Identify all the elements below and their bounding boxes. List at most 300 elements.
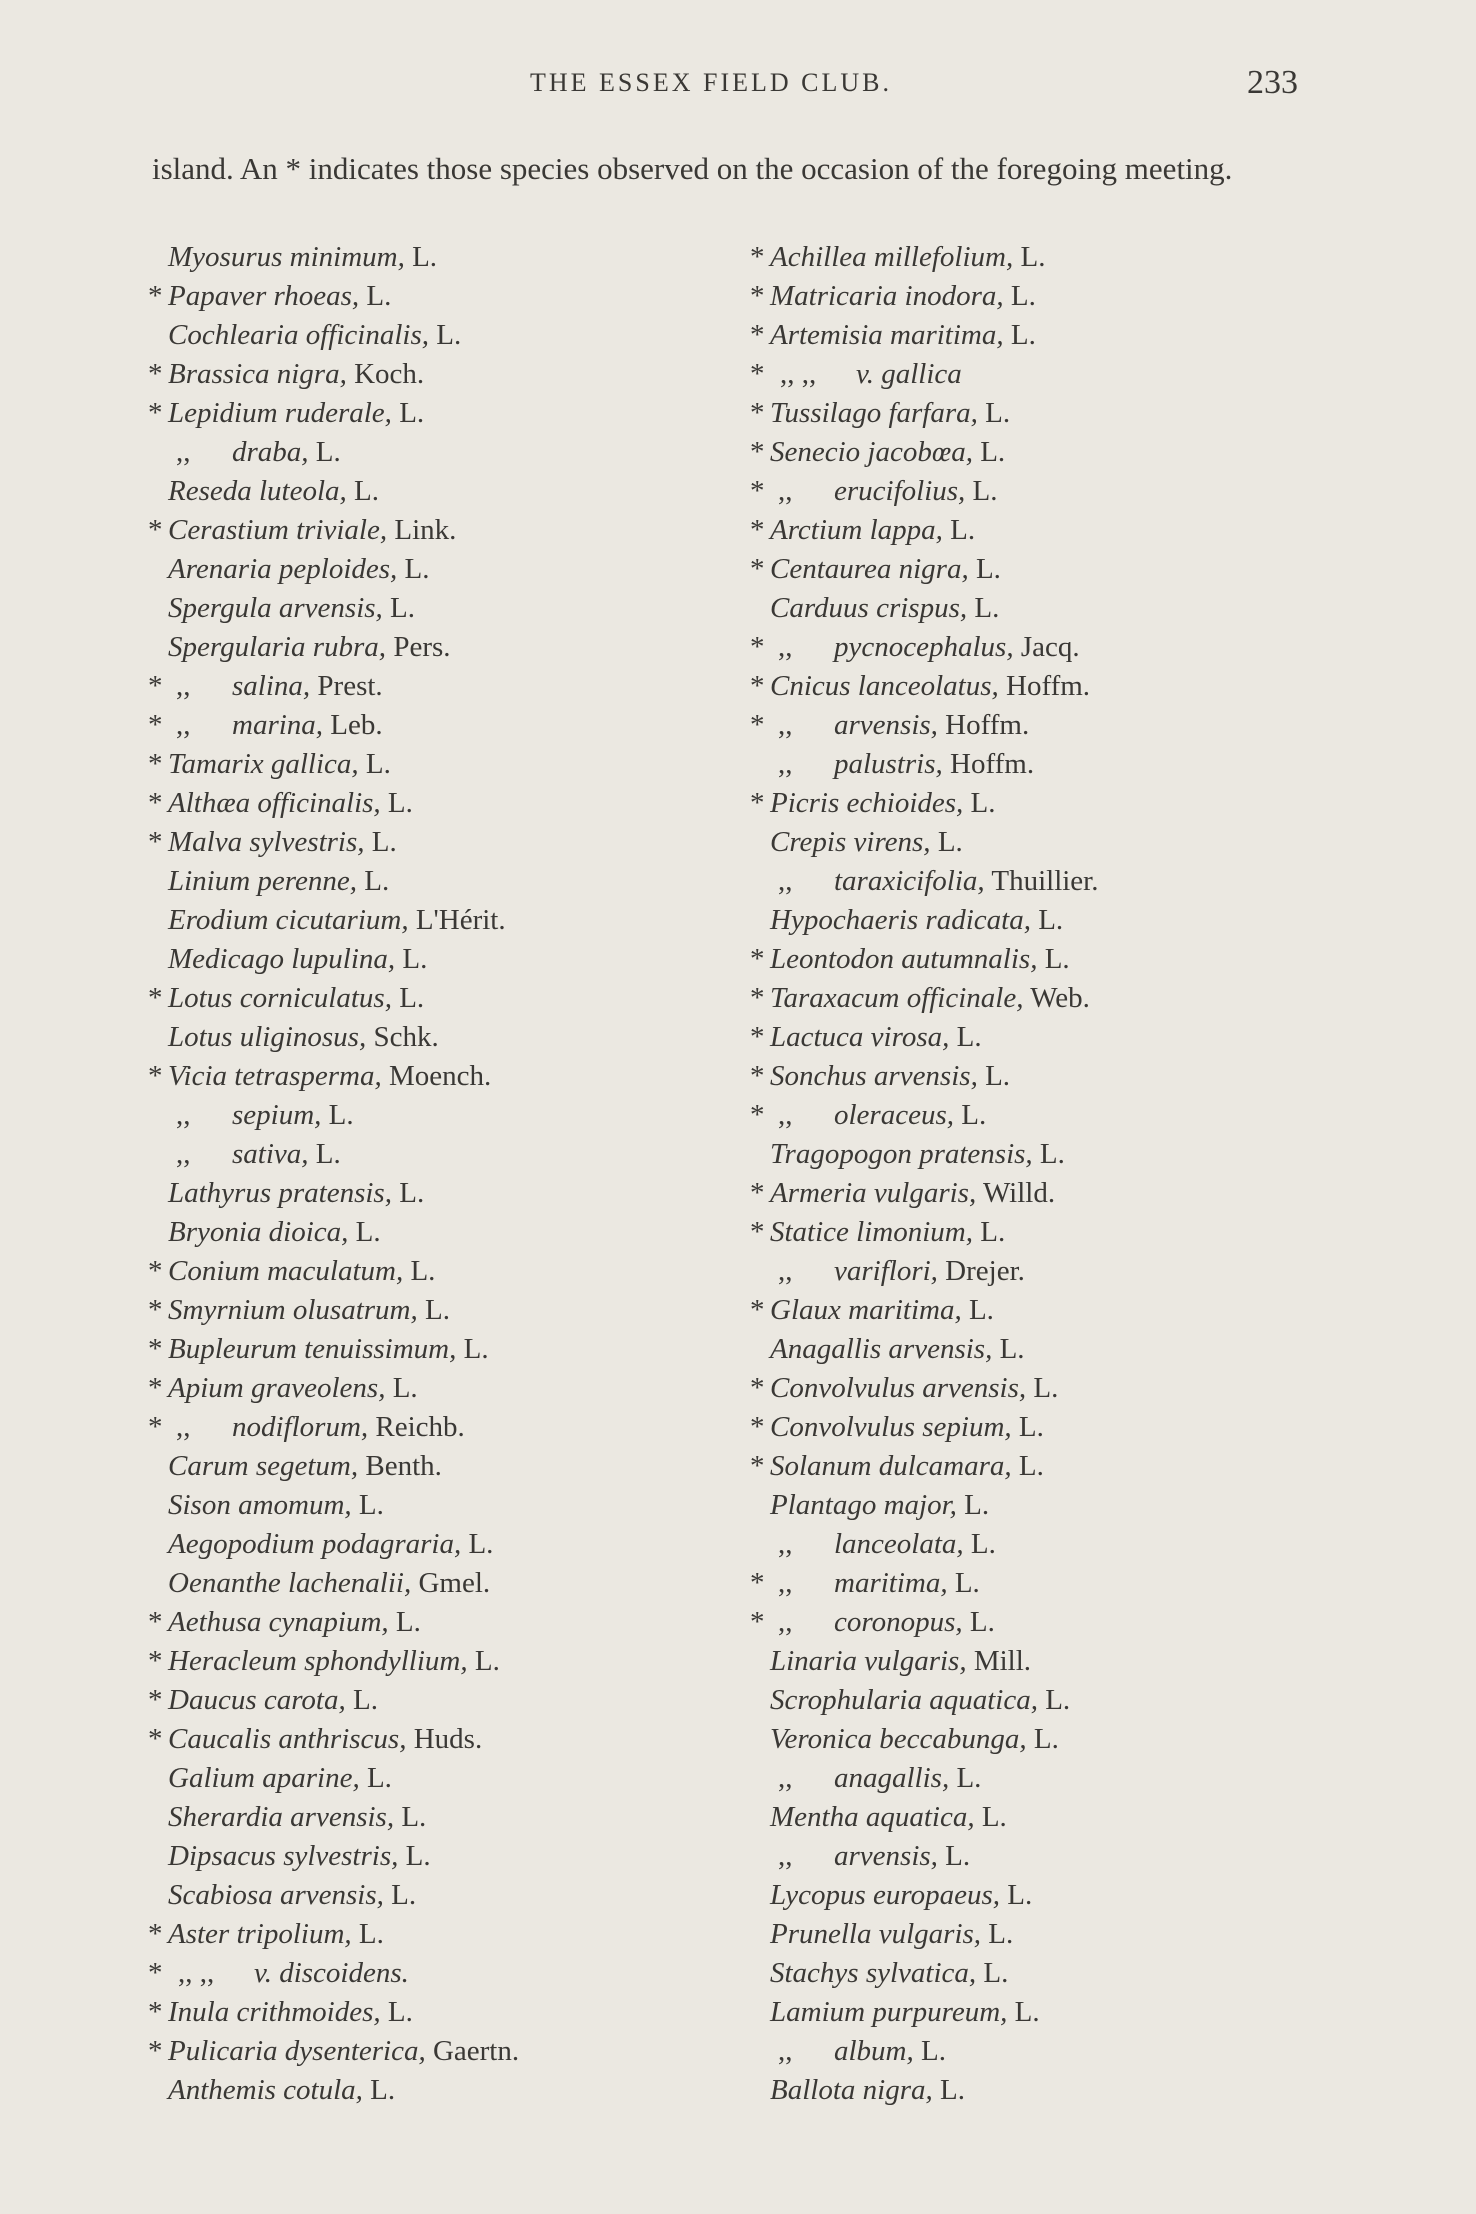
species-entry [750, 901, 1310, 940]
species-name: v. discoidens. [254, 1957, 409, 1989]
species-entry [750, 316, 1310, 355]
species-entry [148, 1447, 728, 1486]
ditto-mark: ,, [778, 1840, 793, 1872]
species-name: Plantago major, [770, 1489, 957, 1521]
species-name: Reseda luteola, [168, 475, 347, 507]
species-entry [148, 238, 728, 277]
species-entry [750, 706, 1310, 745]
species-name: nodiflorum, [232, 1411, 369, 1443]
species-name: Daucus carota, [168, 1684, 346, 1716]
species-entry [148, 901, 728, 940]
species-list-right [750, 238, 1310, 2110]
observed-marker: * [750, 241, 765, 273]
species-authority: L'Hérit. [415, 904, 506, 936]
species-name: Scrophularia aquatica, [770, 1684, 1038, 1716]
observed-marker: * [148, 826, 163, 858]
species-authority: L. [354, 475, 380, 507]
observed-marker: * [148, 787, 163, 819]
observed-marker: * [750, 280, 765, 312]
species-name: Solanum dulcamara, [770, 1450, 1012, 1482]
species-name: Caucalis anthriscus, [168, 1723, 407, 1755]
species-entry [148, 1369, 728, 1408]
species-authority: L. [366, 1762, 392, 1794]
species-entry [750, 1486, 1310, 1525]
species-name: marina, [232, 709, 324, 741]
species-name: Glaux maritima, [770, 1294, 962, 1326]
species-name: Carduus crispus, [770, 592, 968, 624]
species-authority: L. [964, 1489, 990, 1521]
observed-marker: * [148, 1996, 163, 2028]
species-name: Heracleum sphondyllium, [168, 1645, 468, 1677]
species-entry [148, 2071, 728, 2110]
observed-marker: * [750, 1216, 765, 1248]
species-name: Ballota nigra, [770, 2074, 933, 2106]
species-name: Lotus corniculatus, [168, 982, 392, 1014]
observed-marker: * [148, 670, 163, 702]
species-entry [148, 1603, 728, 1642]
observed-marker: * [148, 748, 163, 780]
species-name: Aegopodium podagraria, [168, 1528, 462, 1560]
ditto-mark: ,, [778, 475, 793, 507]
species-entry [148, 1252, 728, 1291]
observed-marker: * [750, 1450, 765, 1482]
species-entry [148, 1798, 728, 1837]
species-authority: Prest. [317, 670, 383, 702]
species-authority: Web. [1030, 982, 1090, 1014]
species-entry [750, 1720, 1310, 1759]
species-entry [148, 1291, 728, 1330]
species-entry [750, 2071, 1310, 2110]
species-name: Brassica nigra, [168, 358, 347, 390]
species-name: Picris echioides, [770, 787, 964, 819]
observed-marker: * [148, 1294, 163, 1326]
species-name: Apium graveolens, [168, 1372, 386, 1404]
species-name: Leontodon autumnalis, [770, 943, 1038, 975]
species-entry [750, 511, 1310, 550]
species-authority: L. [365, 748, 391, 780]
observed-marker: * [750, 1021, 765, 1053]
species-authority: L. [974, 592, 1000, 624]
species-entry [148, 589, 728, 628]
species-name: Anagallis arvensis, [770, 1333, 993, 1365]
species-entry [750, 1954, 1310, 1993]
species-authority: L. [1007, 1879, 1033, 1911]
observed-marker: * [148, 1060, 163, 1092]
ditto-mark: ,, [176, 1138, 191, 1170]
species-authority: L. [961, 1099, 987, 1131]
species-name: Aethusa cynapium, [168, 1606, 389, 1638]
species-authority: Huds. [413, 1723, 483, 1755]
species-entry [750, 589, 1310, 628]
species-name: taraxicifolia, [834, 865, 985, 897]
species-authority: L. [1033, 1372, 1059, 1404]
species-entry [750, 745, 1310, 784]
species-authority: L. [956, 1021, 982, 1053]
ditto-mark: ,, [778, 1099, 793, 1131]
ditto-mark: ,, [778, 1606, 793, 1638]
species-name: Scabiosa arvensis, [168, 1879, 384, 1911]
species-entry [148, 1915, 728, 1954]
species-name: Medicago lupulina, [168, 943, 396, 975]
species-authority: Mill. [973, 1645, 1032, 1677]
page-number: 233 [1247, 64, 1298, 101]
species-authority: L. [975, 553, 1001, 585]
observed-marker: * [750, 1411, 765, 1443]
species-name: Linaria vulgaris, [770, 1645, 967, 1677]
species-name: Dipsacus sylvestris, [168, 1840, 399, 1872]
observed-marker: * [148, 397, 163, 429]
species-name: Cnicus lanceolatus, [770, 670, 999, 702]
species-entry [750, 1057, 1310, 1096]
species-authority: L. [981, 1801, 1007, 1833]
observed-marker: * [750, 787, 765, 819]
species-name: Bryonia dioica, [168, 1216, 349, 1248]
species-authority: L. [402, 943, 428, 975]
species-name: Inula crithmoides, [168, 1996, 381, 2028]
species-entry [750, 2032, 1310, 2071]
species-entry [750, 1174, 1310, 1213]
species-entry [148, 1993, 728, 2032]
species-authority: L. [315, 436, 341, 468]
species-name: Spergularia rubra, [168, 631, 387, 663]
species-name: Artemisia maritima, [770, 319, 1004, 351]
species-entry [148, 1525, 728, 1564]
species-name: Papaver rhoeas, [168, 280, 360, 312]
observed-marker: * [750, 982, 765, 1014]
species-entry [750, 1915, 1310, 1954]
species-authority: L. [474, 1645, 500, 1677]
species-entry [750, 940, 1310, 979]
observed-marker: * [750, 1372, 765, 1404]
species-authority: L. [939, 2074, 965, 2106]
species-entry [148, 1213, 728, 1252]
species-authority: L. [366, 280, 392, 312]
species-authority: L. [358, 1918, 384, 1950]
species-authority: Reichb. [375, 1411, 465, 1443]
observed-marker: * [148, 2035, 163, 2067]
observed-marker: * [750, 397, 765, 429]
species-name: Tussilago farfara, [770, 397, 978, 429]
species-name: Oenanthe lachenalii, [168, 1567, 412, 1599]
species-name: Althæa officinalis, [168, 787, 381, 819]
species-authority: L. [387, 1996, 413, 2028]
species-authority: Willd. [982, 1177, 1056, 1209]
species-entry [750, 394, 1310, 433]
species-entry [750, 1876, 1310, 1915]
species-name: Stachys sylvatica, [770, 1957, 977, 1989]
species-name: sativa, [232, 1138, 309, 1170]
species-authority: L. [1018, 1450, 1044, 1482]
species-authority: L. [399, 397, 425, 429]
observed-marker: * [750, 1294, 765, 1326]
observed-marker: * [750, 358, 765, 390]
observed-marker: * [148, 709, 163, 741]
species-entry [148, 472, 728, 511]
ditto-mark: ,, [778, 709, 793, 741]
ditto-mark: ,, [778, 1255, 793, 1287]
observed-marker: * [750, 1177, 765, 1209]
species-authority: L. [969, 1606, 995, 1638]
species-name: Galium aparine, [168, 1762, 360, 1794]
species-entry [148, 1681, 728, 1720]
species-entry [750, 1018, 1310, 1057]
species-name: album, [834, 2035, 914, 2067]
species-authority: Gaertn. [432, 2035, 520, 2067]
species-name: Spergula arvensis, [168, 592, 383, 624]
ditto-mark: ,, [778, 1567, 793, 1599]
ditto-mark: ,, [176, 1411, 191, 1443]
observed-marker: * [750, 475, 765, 507]
species-name: Anthemis cotula, [168, 2074, 363, 2106]
species-authority: Pers. [393, 631, 451, 663]
species-authority: L. [954, 1567, 980, 1599]
species-authority: L. [980, 436, 1006, 468]
ditto-mark: ,, [778, 2035, 793, 2067]
species-name: salina, [232, 670, 311, 702]
species-authority: L. [405, 1840, 431, 1872]
species-authority: L. [1020, 241, 1046, 273]
species-authority: Schk. [373, 1021, 439, 1053]
species-entry [750, 1993, 1310, 2032]
species-authority: Thuillier. [991, 865, 1099, 897]
observed-marker: * [750, 319, 765, 351]
species-name: Lycopus europaeus, [770, 1879, 1001, 1911]
species-authority: L. [1039, 1138, 1065, 1170]
species-name: Sonchus arvensis, [770, 1060, 978, 1092]
species-name: Crepis virens, [770, 826, 931, 858]
species-name: Arenaria peploides, [168, 553, 398, 585]
species-entry [148, 355, 728, 394]
species-name: Achillea millefolium, [770, 241, 1014, 273]
observed-marker: * [148, 514, 163, 546]
species-authority: L. [970, 1528, 996, 1560]
intro-paragraph: island. An * indicates those species observed on the occasion of the foregoing meeting. [152, 151, 1233, 186]
species-authority: Drejer. [945, 1255, 1025, 1287]
species-name: Conium maculatum, [168, 1255, 404, 1287]
observed-marker: * [148, 1957, 163, 1989]
species-authority: L. [983, 1957, 1009, 1989]
species-name: Malva sylvestris, [168, 826, 365, 858]
species-entry [148, 1759, 728, 1798]
species-entry [148, 1174, 728, 1213]
species-name: Centaurea nigra, [770, 553, 969, 585]
species-authority: L. [392, 1372, 418, 1404]
species-authority: L. [1018, 1411, 1044, 1443]
observed-marker: * [750, 1606, 765, 1638]
observed-marker: * [750, 631, 765, 663]
running-head-title: THE ESSEX FIELD CLUB. [530, 68, 892, 97]
species-authority: L. [1038, 904, 1064, 936]
species-name: Lotus uliginosus, [168, 1021, 367, 1053]
observed-marker: * [750, 436, 765, 468]
species-name: Taraxacum officinale, [770, 982, 1024, 1014]
species-authority: L. [945, 1840, 971, 1872]
species-entry [148, 1057, 728, 1096]
species-entry [750, 784, 1310, 823]
species-authority: L. [956, 1762, 982, 1794]
species-entry [750, 667, 1310, 706]
species-entry [750, 1096, 1310, 1135]
species-authority: L. [364, 865, 390, 897]
species-authority: L. [424, 1294, 450, 1326]
species-authority: Link. [394, 514, 457, 546]
observed-marker: * [750, 514, 765, 546]
species-entry [750, 1525, 1310, 1564]
species-authority: L. [950, 514, 976, 546]
ditto-mark: ,, [778, 1528, 793, 1560]
species-authority: L. [387, 787, 413, 819]
species-name: Lamium purpureum, [770, 1996, 1008, 2028]
species-entry [750, 628, 1310, 667]
observed-marker: * [750, 1099, 765, 1131]
species-authority: L. [358, 1489, 384, 1521]
species-authority: L. [404, 553, 430, 585]
species-entry [148, 1876, 728, 1915]
species-authority: L. [968, 1294, 994, 1326]
species-authority: L. [370, 2074, 396, 2106]
species-authority: L. [410, 1255, 436, 1287]
species-entry [750, 1330, 1310, 1369]
species-authority: L. [315, 1138, 341, 1170]
species-name: erucifolius, [834, 475, 966, 507]
species-name: Armeria vulgaris, [770, 1177, 977, 1209]
species-authority: L. [988, 1918, 1014, 1950]
species-entry [148, 862, 728, 901]
species-name: Cerastium triviale, [168, 514, 388, 546]
species-entry [148, 1135, 728, 1174]
species-entry [750, 1642, 1310, 1681]
species-name: Matricaria inodora, [770, 280, 1004, 312]
species-list-left [148, 238, 728, 2110]
species-name: palustris, [834, 748, 943, 780]
species-authority: L. [391, 1879, 417, 1911]
species-entry [750, 979, 1310, 1018]
species-authority: L. [985, 1060, 1011, 1092]
species-authority: L. [1014, 1996, 1040, 2028]
species-name: oleraceus, [834, 1099, 954, 1131]
observed-marker: * [750, 670, 765, 702]
species-name: lanceolata, [834, 1528, 964, 1560]
species-entry [148, 433, 728, 472]
species-authority: L. [399, 1177, 425, 1209]
species-entry [148, 1564, 728, 1603]
species-name: Convolvulus sepium, [770, 1411, 1012, 1443]
species-name: draba, [232, 436, 309, 468]
species-entry [148, 1018, 728, 1057]
species-entry [750, 823, 1310, 862]
ditto-mark: ,, [778, 631, 793, 663]
species-authority: Moench. [388, 1060, 492, 1092]
species-entry [148, 784, 728, 823]
ditto-mark: ,, [778, 1762, 793, 1794]
species-entry [148, 394, 728, 433]
observed-marker: * [148, 1645, 163, 1677]
species-authority: L. [980, 1216, 1006, 1248]
ditto-mark: ,, ,, [780, 358, 817, 390]
species-entry [750, 238, 1310, 277]
species-name: Vicia tetrasperma, [168, 1060, 382, 1092]
species-authority: L. [436, 319, 462, 351]
observed-marker: * [750, 1060, 765, 1092]
species-authority: Leb. [330, 709, 383, 741]
species-entry [750, 862, 1310, 901]
species-authority: L. [937, 826, 963, 858]
species-authority: L. [353, 1684, 378, 1716]
species-name: maritima, [834, 1567, 948, 1599]
species-authority: Gmel. [418, 1567, 491, 1599]
species-name: Statice limonium, [770, 1216, 973, 1248]
species-authority: L. [468, 1528, 494, 1560]
species-name: anagallis, [834, 1762, 950, 1794]
species-entry [750, 472, 1310, 511]
observed-marker: * [148, 1606, 163, 1638]
ditto-mark: ,, [778, 748, 793, 780]
species-authority: L. [972, 475, 998, 507]
running-head [0, 62, 1476, 112]
species-entry [148, 1096, 728, 1135]
species-authority: L. [1010, 280, 1036, 312]
species-entry [148, 1330, 728, 1369]
species-entry [750, 1291, 1310, 1330]
species-entry [148, 511, 728, 550]
ditto-mark: ,, [176, 709, 191, 741]
species-name: Pulicaria dysenterica, [168, 2035, 426, 2067]
species-name: arvensis, [834, 709, 938, 741]
species-entry [148, 1408, 728, 1447]
observed-marker: * [148, 1918, 163, 1950]
species-name: variflori, [834, 1255, 938, 1287]
species-name: Lactuca virosa, [770, 1021, 950, 1053]
species-authority: L. [999, 1333, 1025, 1365]
observed-marker: * [148, 358, 163, 390]
observed-marker: * [148, 982, 163, 1014]
species-name: Myosurus minimum, [168, 241, 405, 273]
species-entry [148, 316, 728, 355]
observed-marker: * [148, 1684, 163, 1716]
species-entry [750, 1798, 1310, 1837]
species-entry [750, 355, 1310, 394]
species-entry [148, 277, 728, 316]
ditto-mark: ,, ,, [178, 1957, 215, 1989]
species-entry [148, 1486, 728, 1525]
species-entry [750, 1252, 1310, 1291]
observed-marker: * [148, 280, 163, 312]
species-entry [148, 2032, 728, 2071]
species-authority: Hoffm. [1006, 670, 1091, 702]
species-name: arvensis, [834, 1840, 938, 1872]
species-authority: L. [395, 1606, 421, 1638]
species-name: v. gallica [856, 358, 962, 390]
species-name: Hypochaeris radicata, [770, 904, 1031, 936]
species-entry [750, 1603, 1310, 1642]
species-entry [148, 823, 728, 862]
ditto-mark: ,, [176, 1099, 191, 1131]
species-name: sepium, [232, 1099, 322, 1131]
observed-marker: * [148, 1411, 163, 1443]
species-name: coronopus, [834, 1606, 963, 1638]
species-authority: L. [401, 1801, 427, 1833]
species-name: Carum segetum, [168, 1450, 359, 1482]
observed-marker: * [148, 1723, 163, 1755]
species-entry [750, 1135, 1310, 1174]
species-authority: L. [371, 826, 397, 858]
species-name: Cochlearia officinalis, [168, 319, 429, 351]
species-name: Linium perenne, [168, 865, 358, 897]
species-name: Lathyrus pratensis, [168, 1177, 392, 1209]
species-entry [750, 1837, 1310, 1876]
species-entry [148, 706, 728, 745]
species-name: Arctium lappa, [770, 514, 943, 546]
